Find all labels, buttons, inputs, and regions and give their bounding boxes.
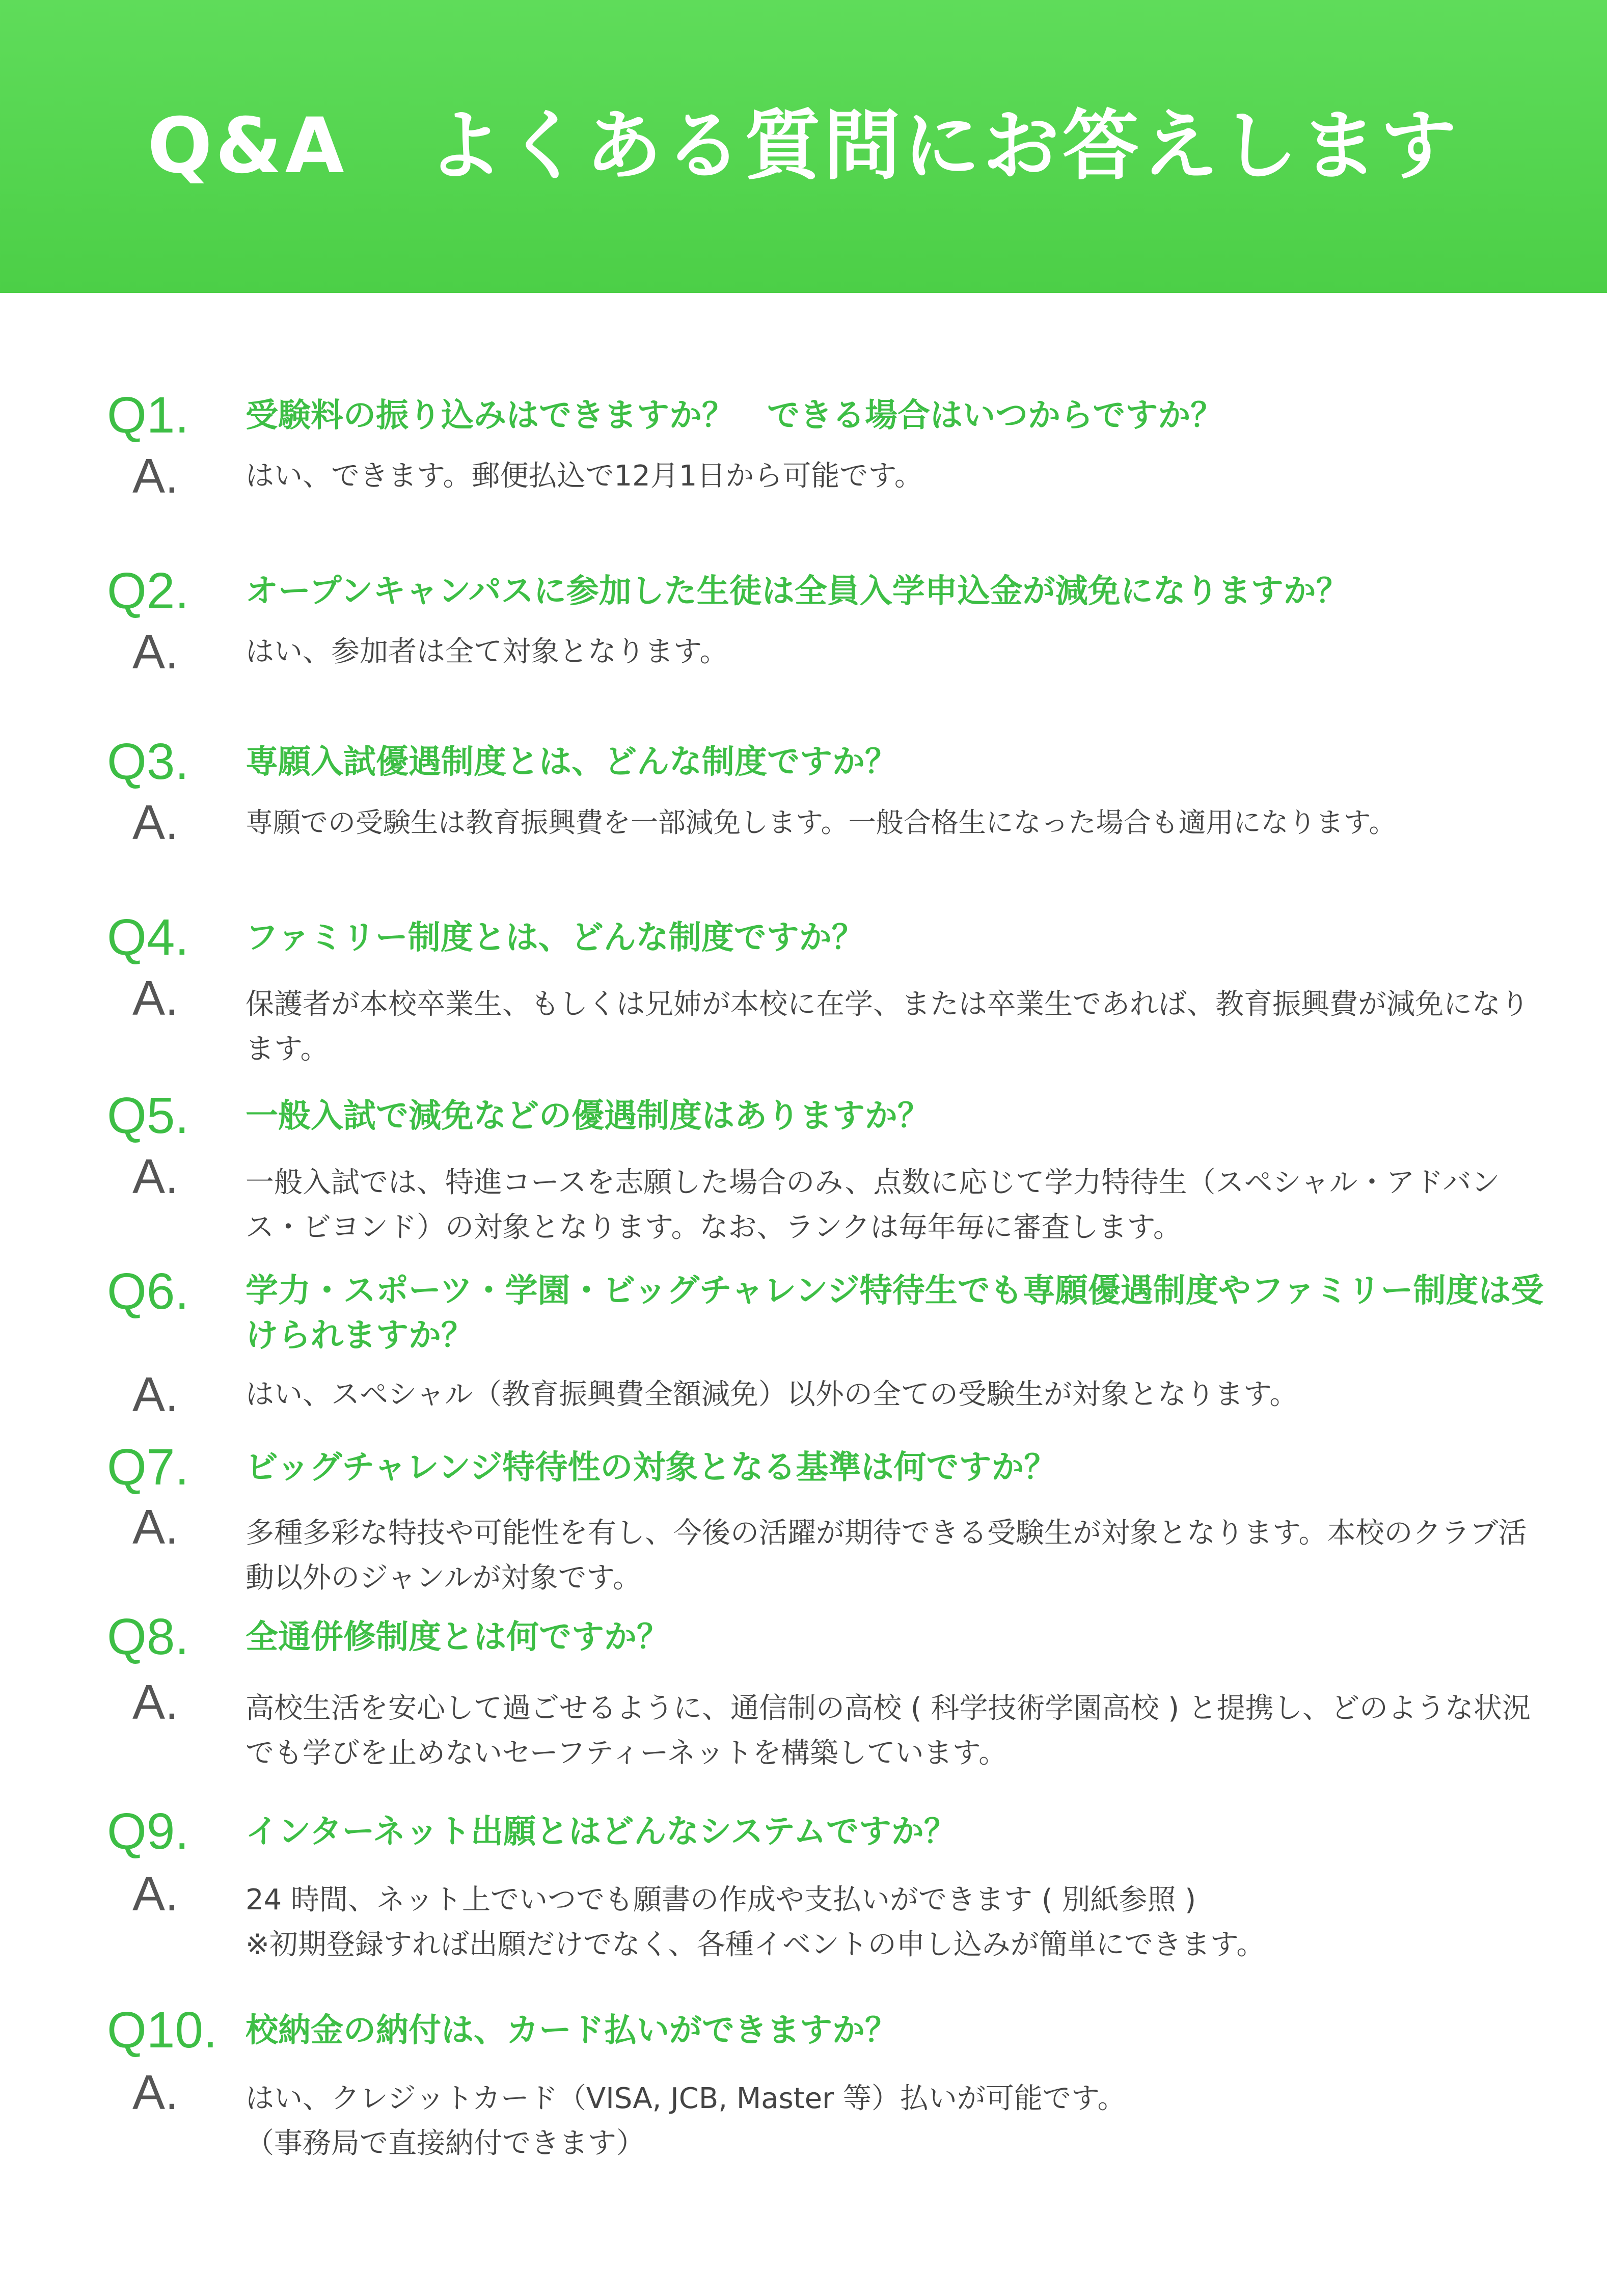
answer-text: 一般入試では、特進コースを志願した場合のみ、点数に応じて学力特待生（スペシャル・アドバンス・ビヨンド）の対象となります。なお、ランクは毎年毎に審査します。	[246, 1166, 1500, 1244]
answer-text: 専願での受験生は教育振興費を一部減免します。一般合格生になった場合も適用になります。	[246, 806, 1397, 839]
answer-text: はい、できます。郵便払込で12月1日から可能です。	[246, 460, 923, 493]
question-text: 学力・スポーツ・学園・ビッグチャレンジ特待生でも専願優遇制度やファミリー制度は受けられますか？	[246, 1272, 1544, 1355]
question-number: Q8.	[107, 1608, 189, 1665]
answer-label: A.	[132, 1675, 179, 1730]
answer-text: はい、クレジットカード（VISA, JCB, Master 等）払いが可能です。 （事務局で直接納付できます）	[246, 2082, 1126, 2160]
question-number: Q1.	[107, 387, 189, 444]
question-number: Q3.	[107, 733, 189, 790]
answer-label: A.	[132, 971, 179, 1025]
answer-text: 高校生活を安心して過ごせるように、通信制の高校 ( 科学技術学園高校 ) と提携し、どのような状況でも学びを止めないセーフティーネットを構築しています。	[246, 1692, 1531, 1770]
question-text: 専願入試優遇制度とは、どんな制度ですか？	[246, 743, 897, 781]
question-text: 受験料の振り込みはできますか？ できる場合はいつからですか？	[246, 397, 1223, 435]
answer-text: はい、参加者は全て対象となります。	[246, 635, 728, 668]
question-number: Q4.	[107, 909, 189, 966]
question-text: オープンキャンパスに参加した生徒は全員入学申込金が減免になりますか？	[246, 573, 1349, 610]
question-text: ビッグチャレンジ特待性の対象となる基準は何ですか？	[246, 1449, 1057, 1487]
question-number: Q5.	[107, 1087, 189, 1144]
answer-text: はい、スペシャル（教育振興費全額減免）以外の全ての受験生が対象となります。	[246, 1378, 1298, 1411]
answer-label: A.	[132, 795, 179, 850]
answer-text: 24 時間、ネット上でいつでも願書の作成や支払いができます ( 別紙参照 ) ※初期登録すれば出願だけでなく、各種イベントの申し込みが簡単にできます。	[246, 1883, 1265, 1961]
question-text: インターネット出願とはどんなシステムですか？	[246, 1813, 957, 1851]
answer-label: A.	[132, 1149, 179, 1204]
answer-label: A.	[132, 449, 179, 503]
question-number: Q6.	[107, 1263, 189, 1320]
question-number: Q9.	[107, 1803, 189, 1860]
page-title: Q&A よくある質問にお答えします	[147, 102, 1460, 191]
question-text: ファミリー制度とは、どんな制度ですか？	[246, 919, 864, 957]
answer-text: 保護者が本校卒業生、もしくは兄姉が本校に在学、または卒業生であれば、教育振興費が減免になります。	[246, 988, 1529, 1066]
question-text: 校納金の納付は、カード払いができますか？	[246, 2012, 897, 2049]
question-text: 全通併修制度とは何ですか？	[246, 1618, 669, 1656]
question-number: Q7.	[107, 1439, 189, 1496]
question-number: Q10.	[107, 2002, 217, 2059]
question-text: 一般入試で減免などの優遇制度はありますか？	[246, 1097, 930, 1135]
question-number: Q2.	[107, 562, 189, 619]
answer-text: 多種多彩な特技や可能性を有し、今後の活躍が期待できる受験生が対象となります。本校のクラブ活動以外のジャンルが対象です。	[246, 1517, 1527, 1595]
answer-label: A.	[132, 1367, 179, 1422]
answer-label: A.	[132, 625, 179, 679]
answer-label: A.	[132, 1867, 179, 1921]
answer-label: A.	[132, 1500, 179, 1554]
header-banner	[0, 0, 1607, 293]
answer-label: A.	[132, 2065, 179, 2120]
